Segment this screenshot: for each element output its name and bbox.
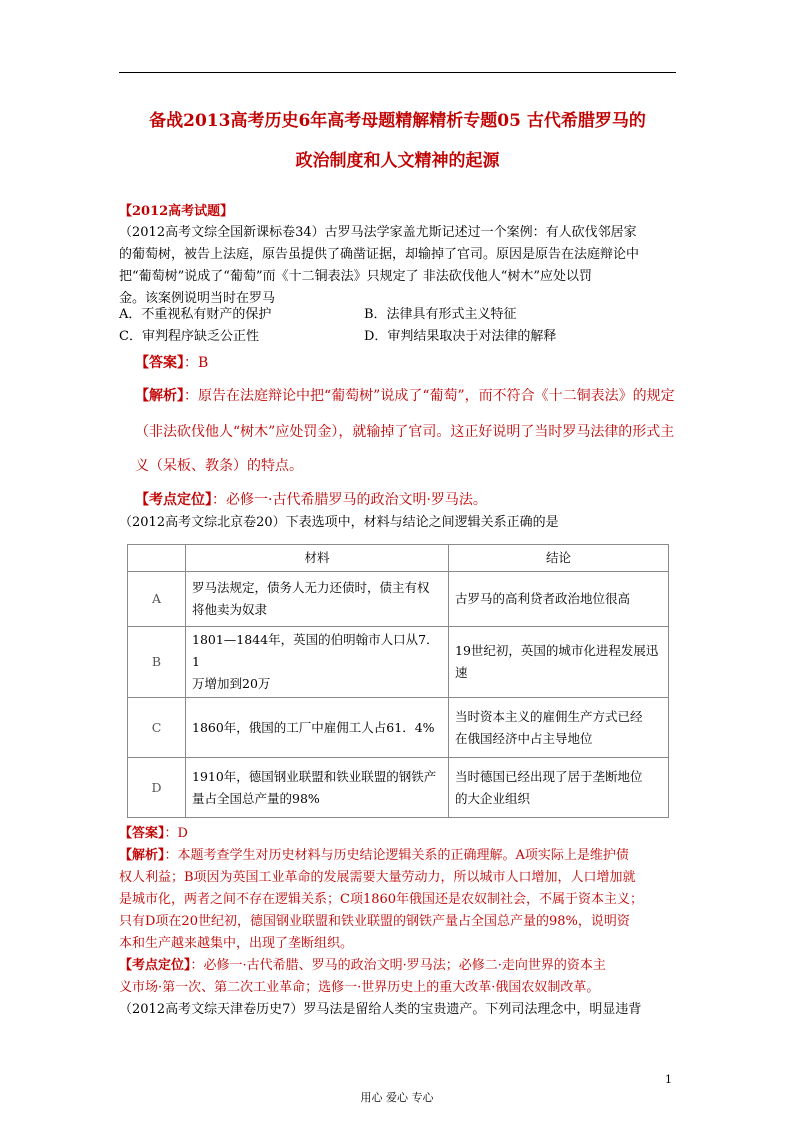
conclusion-line: 在俄国经济中占主导地位	[455, 730, 593, 746]
row-label: A	[128, 572, 186, 627]
q2-answer-value: ：D	[164, 826, 188, 841]
q2-answer-label: 【答案】	[119, 826, 165, 841]
q1-analysis-line: ：原告在法庭辩论中把“葡萄树”说成了“葡萄”，而不符合《十二铜表法》的规定	[184, 388, 675, 404]
q2-stem: （2012高考文综北京卷20）下表选项中，材料与结论之间逻辑关系正确的是	[119, 515, 559, 530]
conclusion-line: 当时德国已经出现了居于垄断地位	[455, 768, 643, 784]
row-material	[186, 572, 449, 627]
conclusion-line: 当时资本主义的雇佣生产方式已经	[455, 708, 643, 724]
conclusion-line: 的大企业组织	[455, 790, 531, 806]
conclusion-line: 19世纪初，英国的城市化进程发展迅	[455, 643, 659, 658]
header-rule	[119, 72, 676, 73]
q1-analysis	[135, 386, 675, 406]
q1-analysis-label: 【解析】	[135, 388, 184, 404]
row-conclusion	[449, 698, 669, 758]
row-material	[186, 627, 449, 698]
q1-stem-line: （2012高考文综全国新课标卷34）古罗马法学家盖尤斯记述过一个案例：有人砍伐邻居家	[119, 225, 637, 240]
q2-analysis-label: 【解析】	[119, 848, 165, 863]
row-material	[186, 698, 449, 758]
material-table	[127, 544, 669, 818]
table-header-material: 材料	[186, 545, 449, 572]
page-number: 1	[665, 1073, 672, 1086]
row-conclusion	[449, 627, 669, 698]
table-header-row	[128, 545, 669, 572]
q1-answer-value: ：B	[184, 355, 209, 371]
q1-option-b: B．法律具有形式主义特征	[364, 307, 517, 322]
q2-point	[119, 955, 679, 977]
section-heading: 【2012高考试题】	[119, 204, 234, 219]
table-row	[128, 758, 669, 818]
document-title-line1: 备战2013高考历史6年高考母题精解精析专题05 古代希腊罗马的	[149, 111, 646, 131]
table-row	[128, 698, 669, 758]
q1-point-text: ：必修一·古代希腊罗马的政治文明·罗马法。	[212, 492, 487, 508]
q1-option-c: C．审判程序缺乏公正性	[119, 329, 259, 344]
material-line: 罗马法规定，债务人无力还债时，债主有权	[192, 580, 430, 595]
q1-analysis-line: 义（呆板、教条）的特点。	[135, 458, 303, 474]
q1-analysis-line: （非法砍伐他人“树木”应处罚金），就输掉了官司。这正好说明了当时罗马法律的形式主	[135, 424, 675, 440]
q2-point-label: 【考点定位】	[119, 958, 191, 973]
row-conclusion	[449, 758, 669, 818]
q1-stem-line: 把“葡萄树”说成了“葡萄”而《十二铜表法》只规定了 非法砍伐他人“树木”应处以罚	[119, 269, 593, 284]
q2-answer	[119, 823, 679, 845]
page-footer: 用心 爱心 专心	[360, 1091, 434, 1104]
q1-answer	[135, 353, 208, 373]
material-line: 将他卖为奴隶	[192, 602, 268, 617]
material-line: 万增加到20万	[192, 676, 271, 691]
table-header-blank	[128, 545, 186, 572]
q3-stem: （2012高考文综天津卷历史7）罗马法是留给人类的宝贵遗产。下列司法理念中，明显违背	[119, 1002, 642, 1017]
row-label: D	[128, 758, 186, 818]
q2-analysis-line: 本和生产越来越集中，出现了垄断组织。	[119, 936, 354, 951]
q1-option-a: A．不重视私有财产的保护	[119, 307, 272, 322]
conclusion-line: 速	[455, 665, 468, 680]
material-line: 1860年，俄国的工厂中雇佣工人占61．4%	[192, 719, 435, 735]
q2-analysis-line: 权人利益；B项因为英国工业革命的发展需要大量劳动力，所以城市人口增加，人口增加就	[119, 870, 636, 885]
row-conclusion	[449, 572, 669, 627]
row-label: B	[128, 627, 186, 698]
material-line: 1910年，德国钢业联盟和铁业联盟的钢铁产	[192, 768, 437, 784]
q2-point-line: ：必修一·古代希腊、罗马的政治文明·罗马法；必修二·走向世界的资本主	[190, 958, 606, 973]
q2-analysis	[119, 845, 679, 867]
material-line: 量占全国总产量的98%	[192, 790, 320, 806]
conclusion-line: 古罗马的高利贷者政治地位很高	[455, 591, 631, 606]
q1-point-label: 【考点定位】	[135, 492, 212, 508]
q1-answer-label: 【答案】	[135, 355, 184, 371]
table-row	[128, 572, 669, 627]
document-title-line2: 政治制度和人文精神的起源	[295, 151, 500, 171]
q2-analysis-line: 只有D项在20世纪初，德国钢业联盟和铁业联盟的钢铁产量占全国总产量的98%，说明资	[119, 914, 630, 929]
material-line: 1801—1844年，英国的伯明翰市人口从7．1	[192, 632, 439, 669]
q1-stem-line: 的葡萄树，被告上法庭，原告虽提供了确凿证据，却输掉了官司。原因是原告在法庭辩论中	[119, 247, 640, 262]
q1-stem-line: 金。该案例说明当时在罗马	[119, 291, 276, 306]
q2-analysis-line: 是城市化，两者之间不存在逻辑关系；C项1860年俄国还是农奴制社会，不属于资本主义；	[119, 892, 644, 907]
q2-point-line: 义市场·第一次、第二次工业革命；选修一·世界历史上的重大改革·俄国农奴制改革。	[119, 980, 600, 995]
table-row	[128, 627, 669, 698]
q2-analysis-line: ：本题考查学生对历史材料与历史结论逻辑关系的正确理解。A项实际上是维护债	[164, 848, 629, 863]
row-label: C	[128, 698, 186, 758]
q1-point	[135, 490, 487, 510]
row-material	[186, 758, 449, 818]
table-header-conclusion: 结论	[449, 545, 669, 572]
q1-option-d: D．审判结果取决于对法律的解释	[364, 329, 557, 344]
